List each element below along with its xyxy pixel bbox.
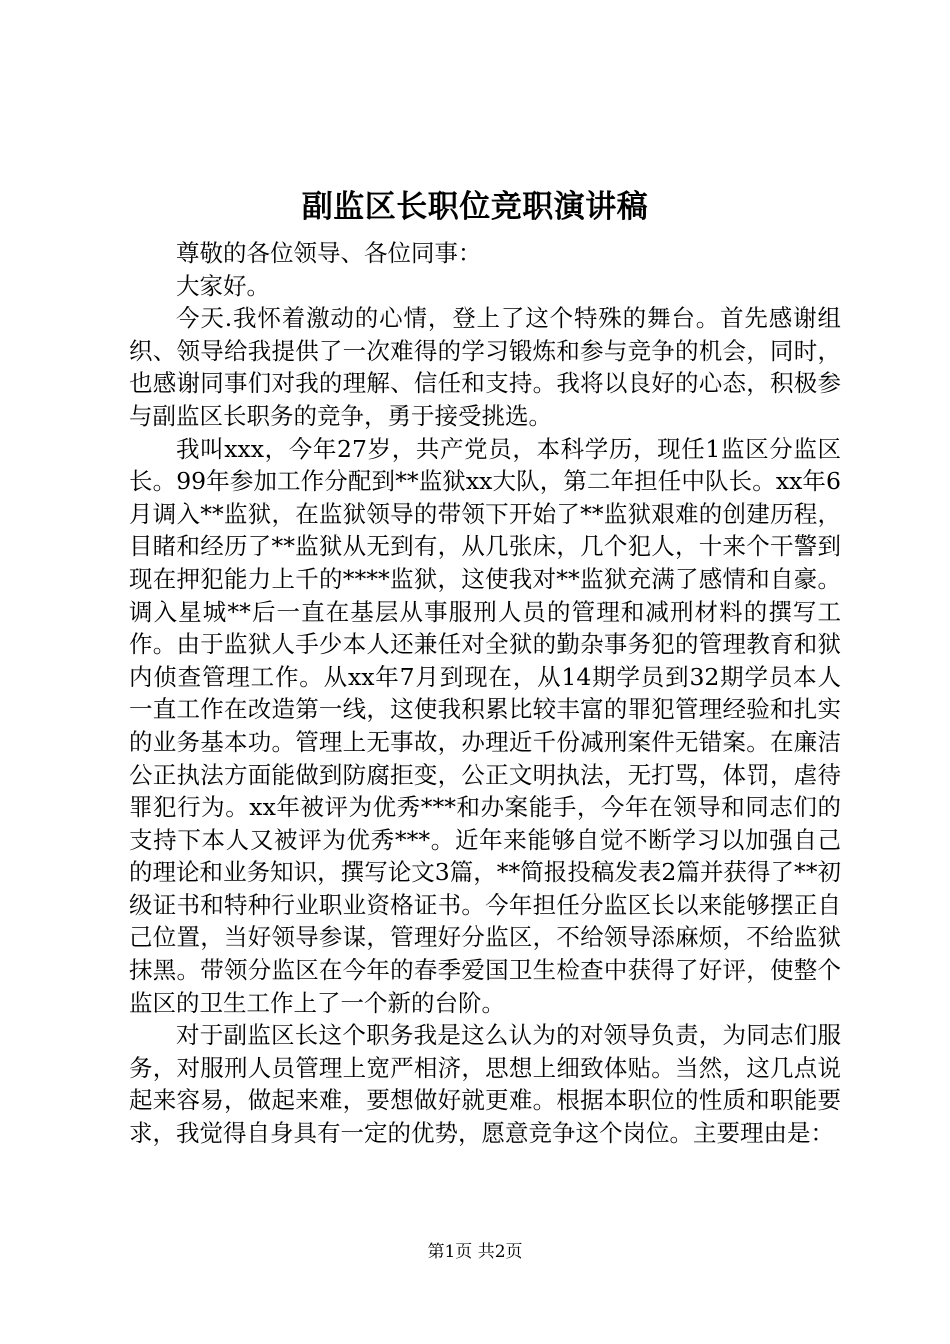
page-number-footer: 第1页 共2页 xyxy=(427,1242,523,1262)
paragraph-position-view: 对于副监区长这个职务我是这么认为的对领导负责，为同志们服务，对服刑人员管理上宽严相济，思想上细致体贴。当然，这几点说起来容易，做起来难，要想做好就更难。根据本职位的性质和职能要求，我觉得自身具有一定的优势，愿意竞争这个岗位。主要理由是： xyxy=(129,1021,841,1148)
salutation: 尊敬的各位领导、各位同事： xyxy=(176,239,482,267)
paragraph-opening: 今天.我怀着激动的心情，登上了这个特殊的舞台。首先感谢组织、领导给我提供了一次难得的学习锻炼和参与竞争的机会，同时，也感谢同事们对我的理解、信任和支持。我将以良好的心态，积极参与副监区长职务的竞争，勇于接受挑选。 xyxy=(129,304,841,430)
paragraph-self-introduction: 我叫xxx，今年27岁，共产党员，本科学历，现任1监区分监区长。99年参加工作分配到**监狱xx大队，第二年担任中队长。xx年6月调入**监狱，在监狱领导的带领下开始了**监狱艰难的创建历程，目睹和经历了**监狱从无到有，从几张床，几个犯人，十来个干警到现在押犯能力上千的****监狱，这使我对**监狱充满了感情和自豪。调入星城**后一直在基层从事服刑人员的管理和减刑材料的撰写工作。由于监狱人手少本人还兼任对全狱的勤杂事务犯的管理教育和狱内侦查管理工作。从xx年7月到现在，从14期学员到32期学员本人一直工作在改造第一线，这使我积累比较丰富的罪犯管理经验和扎实的业务基本功。管理上无事故，办理近千份减刑案件无错案。在廉洁公正执法方面能做到防腐拒变，公正文明执法，无打骂，体罚，虐待罪犯行为。xx年被评为优秀***和办案能手，今年在领导和同志们的支持下本人又被评为优秀***。近年来能够自觉不断学习以加强自己的理论和业务知识，撰写论文3篇，**简报投稿发表2篇并获得了**初级证书和特种行业职业资格证书。今年担任分监区长以来能够摆正自己位置，当好领导参谋，管理好分监区，不给领导添麻烦，不给监狱抹黑。带领分监区在今年的春季爱国卫生检查中获得了好评，使整个监区的卫生工作上了一个新的台阶。 xyxy=(129,434,841,1017)
document-body xyxy=(129,237,841,1150)
document-title: 副监区长职位竞职演讲稿 xyxy=(301,189,649,225)
greeting: 大家好。 xyxy=(176,271,270,300)
